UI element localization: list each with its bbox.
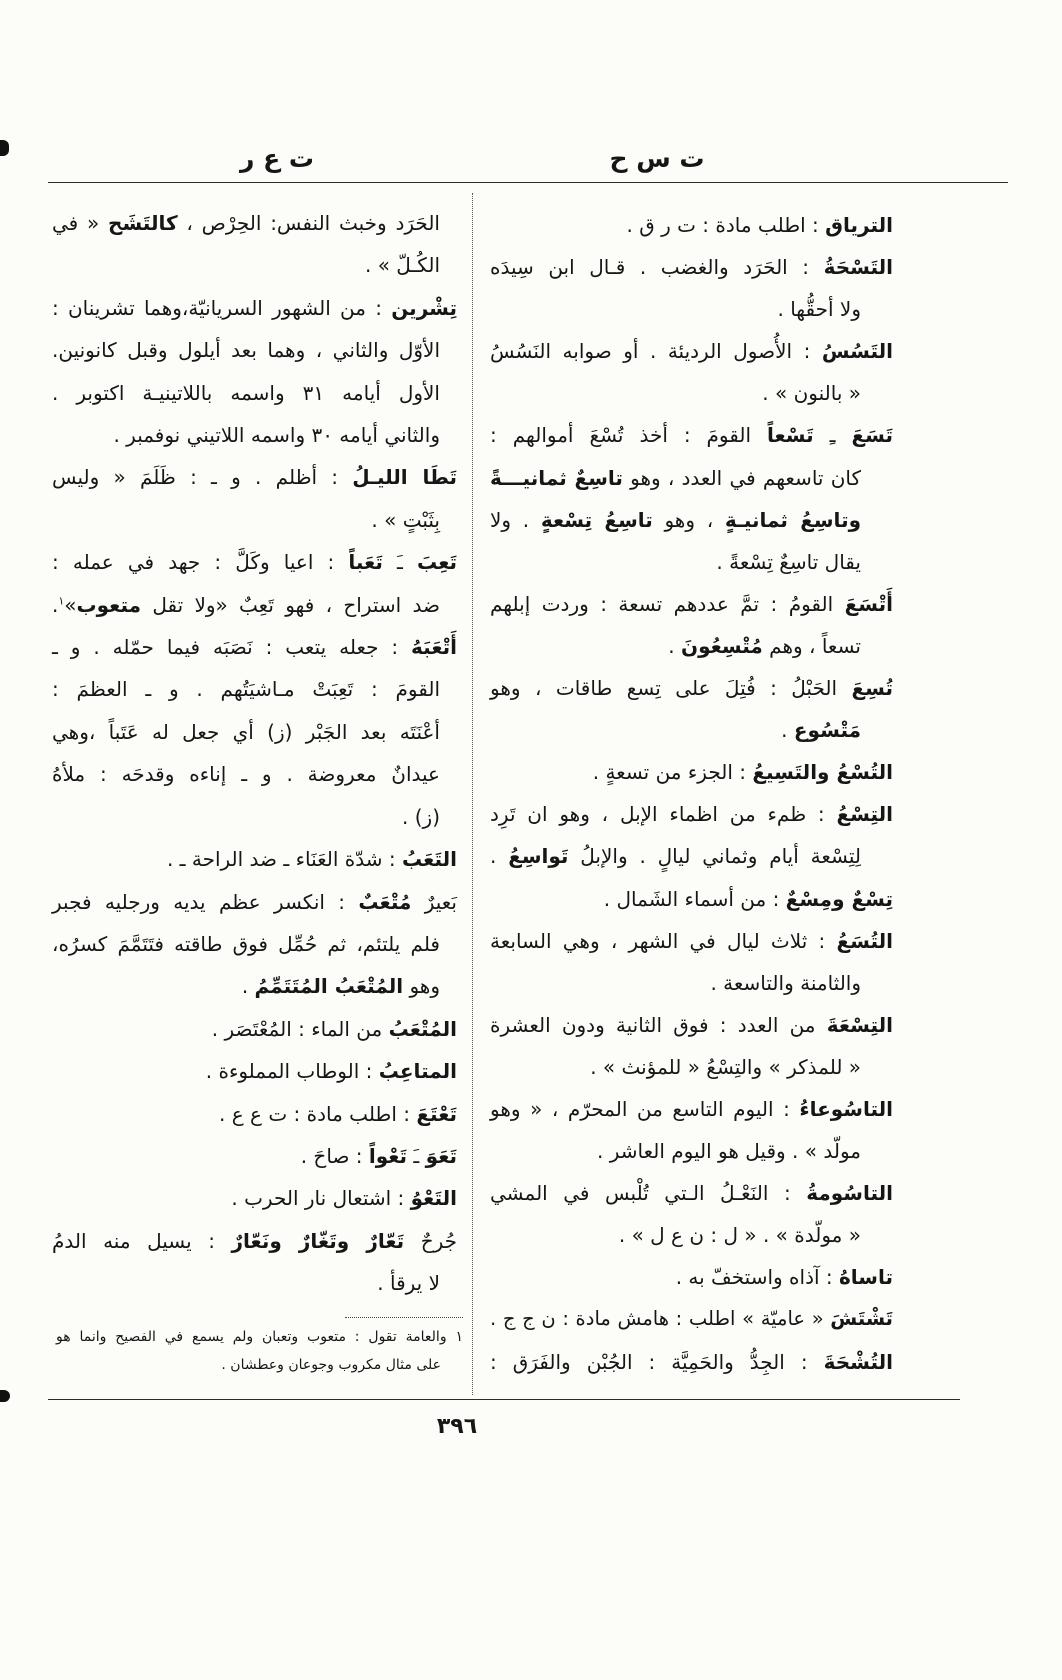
definition-text: : اعيا وكَلَّ : جهد في عمله : (52, 550, 349, 575)
definition-text: : الوطاب المملوءة . (205, 1059, 379, 1084)
definition-text: : الجِدُّ والحَمِيَّة : الجُبْن والفَرَق : (490, 1349, 824, 1374)
definition-text: بَعيرٌ (411, 889, 457, 914)
definition-text: ـَ (407, 1143, 426, 1168)
headword: المُتْعَبُ المُتَتَمِّمُ (254, 974, 404, 999)
definition-text: لِتِسْعة أيام وثماني ليالٍ . والإبلُ (568, 844, 861, 869)
header-rule (48, 182, 1008, 183)
headword: التَسُسُ (821, 339, 893, 364)
left-column (52, 202, 457, 1305)
definition-text: ضد استراح ، فهو تَعِبٌ «ولا تقل (141, 592, 440, 617)
entry-line (490, 288, 893, 330)
running-header-left: ت ع ر (240, 144, 314, 173)
definition-text: . ولا (490, 507, 541, 532)
entry-line (52, 414, 457, 456)
definition-text: : اطلب مادة : ت ر ق . (626, 213, 826, 237)
entry-line (52, 329, 457, 371)
entry-line (52, 1262, 457, 1304)
footnote-rule (345, 1317, 463, 1318)
definition-text: : شدّة العَنَاء ـ ضد الراحة ـ . (166, 847, 402, 872)
headword: تاساهُ (838, 1265, 893, 1290)
definition-text: ولا أحقُّها . (777, 297, 861, 322)
definition-text: : يسيل منه الدمُ (52, 1228, 232, 1253)
headword: تَعَوَ (425, 1143, 457, 1168)
definition-text: لا يرقأ . (377, 1271, 440, 1296)
headword: التُسَعُ (836, 928, 893, 953)
entry-line (490, 1088, 893, 1130)
definition-text: والثامنة والتاسعة . (710, 970, 861, 995)
definition-text: « في (52, 211, 109, 235)
definition-text: : النَعْـلُ الـتي تُلْبس في المشي (490, 1181, 807, 1206)
entry-line (52, 372, 457, 414)
headword: أَتْعَبَهُ (411, 635, 457, 660)
entry-line (490, 1341, 893, 1383)
definition-text: : انكسر عظم يديه ورجليه فجبر (52, 889, 359, 914)
definition-text: الحَرَد وخبث النفس: الحِرْص ، (177, 211, 440, 235)
entry-line (490, 457, 893, 499)
definition-text: : آذاه واستخفّ به . (675, 1265, 839, 1290)
entry-line (52, 584, 457, 626)
definition-text: . (668, 633, 681, 658)
entry-line (490, 709, 893, 751)
definition-text: من العدد : فوق الثانية ودون العشرة (490, 1012, 827, 1037)
entry-line (52, 456, 457, 498)
headword: تَواسِعُ (508, 844, 569, 869)
entry-line (52, 1050, 457, 1092)
definition-text: الحَبْلُ : فُتِلَ على تِسع طاقات ، وهو (490, 676, 852, 701)
definition-text: وهو (403, 974, 440, 999)
entry-line (490, 1256, 893, 1298)
entry-line (490, 330, 893, 372)
definition-text: « بالنون » . (762, 381, 861, 406)
entry-line (490, 751, 893, 793)
entry-line (490, 499, 893, 541)
definition-text: : الأُصول الرديئة . أو صوابه النَسُسُ (490, 339, 822, 364)
entry-line (52, 881, 457, 923)
entry-line (490, 204, 893, 246)
definition-text: تسعاً ، وهم (762, 633, 861, 658)
entry-line (490, 1172, 893, 1214)
headword: التُسْعُ والتَسِيعُ (752, 760, 893, 785)
definition-text: فلم يلتئم، ثم حُمِّل فوق طاقته فتَتَمَّمَ كسرُه، (52, 931, 440, 956)
headword: التُشْحَةَ (823, 1349, 893, 1374)
definition-text: : ثلاث ليال في الشهر ، وهي السابعة (490, 928, 837, 953)
footer-rule (48, 1399, 960, 1400)
headword: وتاسِعُ ثمانيـةٍ (724, 507, 862, 532)
entry-line (52, 1008, 457, 1050)
definition-text: : الحَرَد والغضب . قـال ابن سِيدَه (490, 255, 824, 280)
entry-line (490, 372, 893, 414)
entry-line (52, 668, 457, 710)
entry-line (490, 920, 893, 962)
headword: التِسْعُ (836, 802, 893, 827)
entry-line (52, 626, 457, 668)
headword: تُسِعَ (851, 676, 893, 701)
definition-text: . (781, 718, 794, 743)
definition-text: يقال تاسِعٌ تِسْعةً . (716, 549, 861, 574)
entry-line (490, 583, 893, 625)
headword: متعوب (76, 592, 142, 617)
headword: التاسُومةُ (806, 1181, 893, 1206)
headword: التاسُوعاءُ (799, 1096, 893, 1121)
entry-line (52, 1135, 457, 1177)
definition-text: ـَ (382, 550, 418, 575)
page-number: ٣٩٦ (436, 1414, 478, 1439)
entry-line (52, 711, 457, 753)
entry-line (490, 1298, 893, 1340)
headword: تَسْعاً (767, 423, 814, 448)
headword: كالتَشَح (108, 211, 178, 235)
headword: مُتْسِعُونَ (681, 633, 763, 658)
entry-line (490, 414, 893, 456)
entry-line (52, 923, 457, 965)
definition-text: القومَ : تَعِبَتْ مـاشيَتُهم . و ـ العظمَ : (52, 677, 440, 702)
entry-line (490, 541, 893, 583)
definition-text: : أظلم . و ـ : ظَلَمَ « وليس (52, 465, 353, 490)
definition-text: القومَ : أخذ تُسْعَ أموالهم : (490, 423, 767, 448)
definition-text: الكُـلّ » . (364, 253, 440, 278)
headword: مُتْعَبٌ (358, 889, 412, 914)
headword: تَعْتَعَ (416, 1101, 457, 1126)
entry-line (490, 835, 893, 877)
entry-line (52, 965, 457, 1007)
entry-line (52, 1220, 457, 1262)
entry-line (52, 796, 457, 838)
entry-line (490, 1130, 893, 1172)
definition-text: » (64, 592, 77, 617)
headword: التَعَبُ (402, 847, 457, 872)
footnote (56, 1323, 463, 1379)
definition-text: « عاميّة » اطلب : هامش مادة : ن ج ج . (490, 1307, 831, 1331)
definition-text: كان تاسعهم في العدد ، وهو (622, 465, 861, 490)
definition-text: : من أسماء الشَمال . (603, 886, 786, 911)
entry-line (52, 287, 457, 329)
definition-text: ـِ (813, 423, 852, 448)
headword: تَعّارٌ وتَغّارٌ ونَعّارٌ (231, 1228, 405, 1253)
entry-line (52, 499, 457, 541)
definition-text: مولّد » . وقيل هو اليوم العاشر . (597, 1139, 861, 1164)
definition-text: . (490, 844, 509, 869)
definition-text: : جعله يتعب : نَصَبَه فيما حمّله . و ـ (52, 635, 412, 660)
definition-text: ، وهو (652, 507, 725, 532)
running-header-right: ت س ح (609, 144, 705, 173)
definition-text: « مولّدة » . « ل : ن ع ل » . (618, 1223, 861, 1248)
headword: تَعَباً (348, 550, 383, 575)
entry-line (490, 878, 893, 920)
definition-text: . (241, 974, 255, 999)
entry-line (52, 1177, 457, 1219)
scan-mark (0, 140, 9, 156)
entry-line (490, 625, 893, 667)
definition-text: : من الشهور السريانيّة،وهما تشرينان : (52, 295, 392, 320)
entry-line (52, 244, 457, 286)
headword: المُتْعَبُ (388, 1016, 457, 1041)
definition-text: : ظمء من اظماء الإبل ، وهو ان تَرِد (490, 802, 837, 827)
footnote-ref: ١ (58, 594, 65, 607)
entry-line (490, 1004, 893, 1046)
headword: الترياق (825, 213, 893, 237)
definition-text: الأول أيامه ٣١ واسمه باللاتينيـة اكتوبر . (52, 380, 440, 405)
footnote-line: على مثال مكروب وجوعان وعطشان . (221, 1357, 441, 1373)
headword: التَعْوُ (410, 1186, 457, 1211)
headword: تِشْرين (391, 295, 457, 320)
definition-text: : الجزء من تسعةٍ . (592, 760, 753, 785)
entry-line (490, 1214, 893, 1256)
definition-text: القومُ : تمَّ عددهم تسعة : وردت إبلهم (490, 591, 845, 616)
entry-line (52, 1093, 457, 1135)
entry-line (490, 793, 893, 835)
headword: مَتْسُوع (793, 718, 861, 743)
headword: تَسَعَ (851, 423, 893, 448)
headword: تَعْواً (368, 1143, 408, 1168)
entry-line (490, 667, 893, 709)
headword: تَطَا الليـلُ (352, 465, 457, 490)
definition-text: والثاني أيامه ٣٠ واسمه اللاتيني نوفمبر . (113, 423, 440, 448)
right-column (490, 204, 893, 1383)
headword: التَسْحَةُ (823, 255, 893, 280)
entry-line (490, 246, 893, 288)
headword: تِسْعٌ ومِسْعٌ (785, 886, 893, 911)
definition-text: الأوّل والثاني ، وهما بعد أيلول وقبل كانونين. (52, 338, 440, 363)
entry-line (52, 753, 457, 795)
definition-text: « للمذكر » والتِسْعُ « للمؤنث » . (590, 1054, 861, 1079)
headword: المتاعِبُ (378, 1059, 457, 1084)
headword: تَعِبَ (417, 550, 458, 575)
entry-line (52, 838, 457, 880)
entry-line (490, 962, 893, 1004)
definition-text: : اشتعال نار الحرب . (231, 1186, 411, 1211)
definition-text: : اطلب مادة : ت ع ع . (219, 1101, 417, 1126)
scan-mark (0, 1390, 10, 1402)
headword: التِسْعَةَ (826, 1012, 893, 1037)
headword: تَشْتَشَ (830, 1307, 893, 1331)
definition-text: أعْنَتَه بعد الجَبْر (ز) أي جعل له عَتَباً ،وهي (52, 719, 440, 744)
definition-text: جُرحٌ (404, 1228, 458, 1253)
headword: أَتْسَعَ (844, 591, 893, 616)
definition-text: بِثَبْتٍ » . (371, 507, 440, 532)
definition-text: عيدانٌ معروضة . و ـ إناءه وقدحَه : ملأهُ (52, 762, 440, 787)
definition-text: . (52, 592, 59, 617)
definition-text: (ز) . (402, 804, 440, 829)
definition-text: : صاحَ . (300, 1143, 369, 1168)
entry-line (52, 202, 457, 244)
headword: تاسِعُ تِسْعةٍ (540, 507, 653, 532)
column-divider (472, 193, 473, 1395)
entry-line (52, 541, 457, 583)
footnote-line: ١ والعامة تقول : متعوب وتعبان ولم يسمع في الفصيح وانما هو (56, 1329, 463, 1345)
definition-text: من الماء : المُعْتَصَر . (211, 1016, 389, 1041)
definition-text: : اليوم التاسع من المحرّم ، « وهو (490, 1096, 800, 1121)
headword: تاسِعٌ ثمانيـــةً (490, 465, 623, 490)
entry-line (490, 1046, 893, 1088)
